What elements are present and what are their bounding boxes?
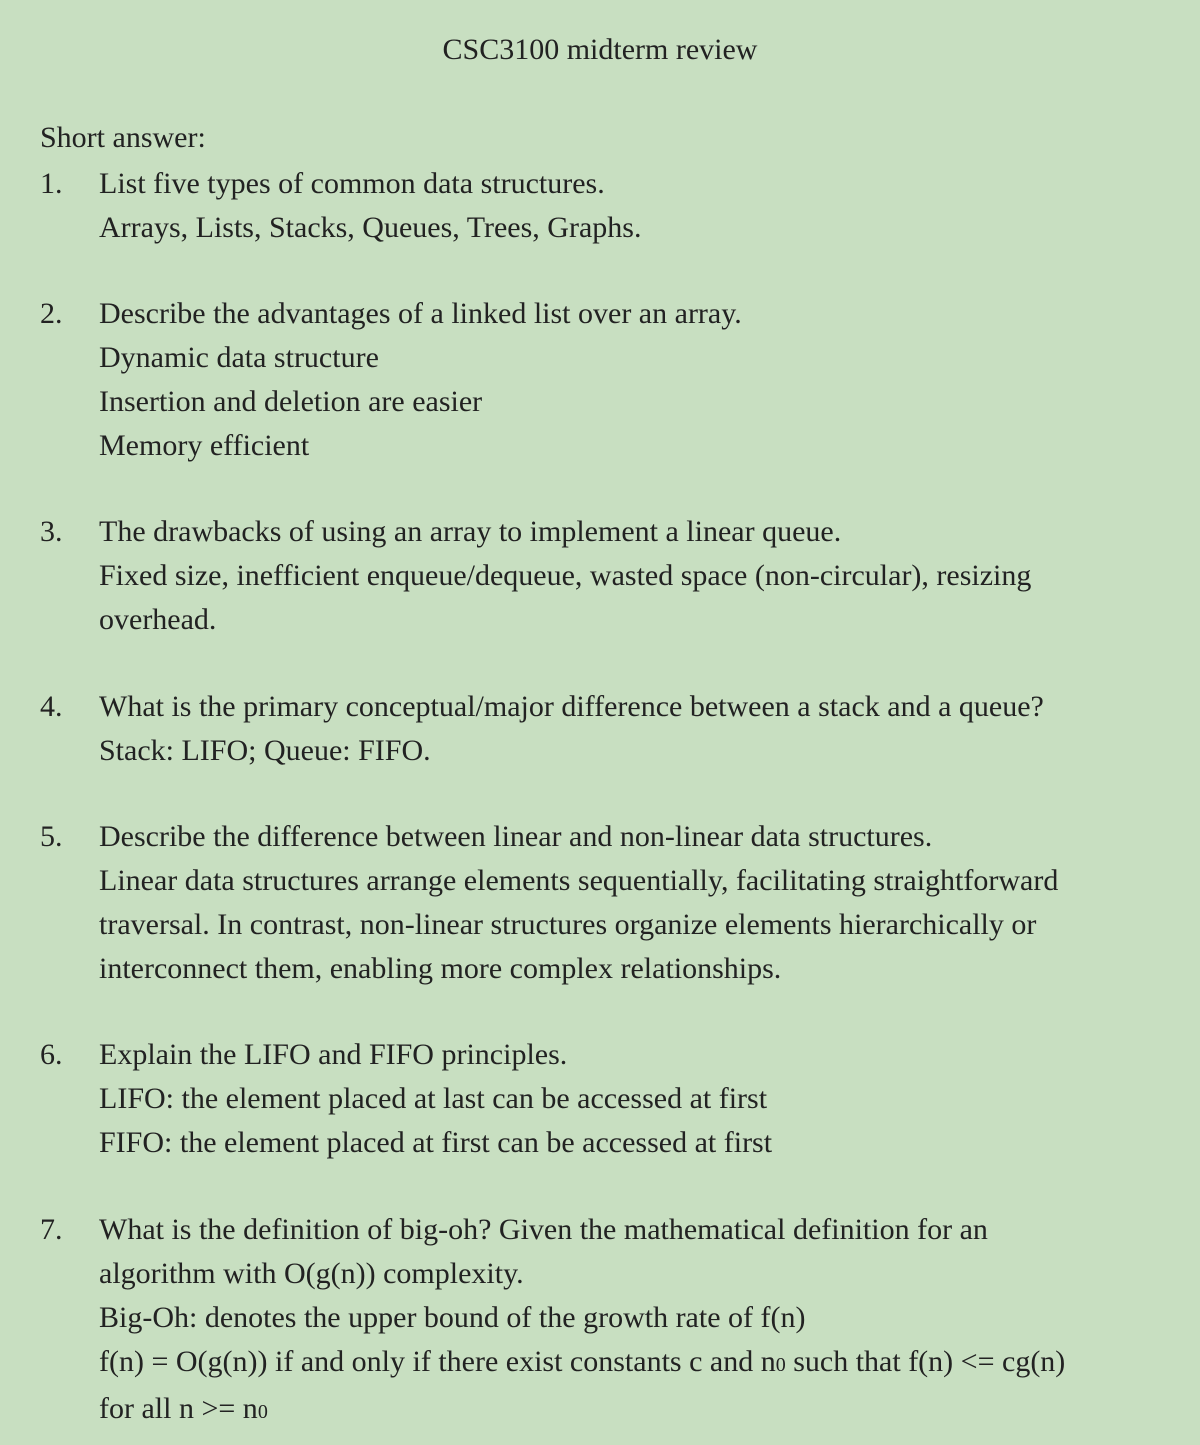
section-label: Short answer: (40, 121, 206, 154)
answer-text: Stack: LIFO; Queue: FIFO. (99, 734, 431, 767)
formula-line (99, 1340, 1189, 1387)
question-text: Explain the LIFO and FIFO principles. (99, 1038, 568, 1071)
question-text: Describe the difference between linear and non-linear data structures. (99, 820, 933, 853)
answer-text: Memory efficient (99, 429, 310, 462)
subscript-zero: 0 (775, 1354, 786, 1376)
question-number: 3. (40, 515, 63, 548)
answer-text: overhead. (99, 603, 217, 636)
answer-text: interconnect them, enabling more complex relationships. (99, 952, 782, 985)
answer-text: Fixed size, inefficient enqueue/dequeue, wasted space (non-circular), resizing (99, 559, 1032, 592)
question-number: 1. (40, 167, 63, 200)
answer-text: FIFO: the element placed at first can be accessed at first (99, 1126, 773, 1159)
question-number: 7. (40, 1213, 63, 1246)
answer-text: traversal. In contrast, non-linear structures organize elements hierarchically or (99, 908, 1037, 941)
question-text: What is the definition of big-oh? Given the mathematical definition for an (99, 1213, 988, 1246)
answer-text: LIFO: the element placed at last can be accessed at first (99, 1082, 768, 1115)
answer-text: Linear data structures arrange elements sequentially, facilitating straightforward (99, 864, 1059, 897)
question-text: The drawbacks of using an array to implement a linear queue. (99, 515, 842, 548)
question-body (99, 685, 1189, 773)
subscript-zero: 0 (257, 1401, 268, 1423)
question-body (99, 1208, 1189, 1434)
formula-text: such that f(n) <= cg(n) (785, 1345, 1066, 1378)
question-text: Describe the advantages of a linked list over an array. (99, 297, 742, 330)
answer-text: Arrays, Lists, Stacks, Queues, Trees, Graphs. (99, 211, 642, 244)
question-number: 6. (40, 1038, 63, 1071)
formula-text: for all n >= n (99, 1392, 258, 1425)
question-body (99, 1033, 1189, 1165)
answer-text: Dynamic data structure (99, 341, 379, 374)
formula-line (99, 1387, 1189, 1434)
question-body (99, 162, 1189, 250)
answer-text: Insertion and deletion are easier (99, 385, 483, 418)
question-body (99, 510, 1189, 642)
question-number: 5. (40, 820, 63, 853)
question-number: 2. (40, 297, 63, 330)
answer-text: Big-Oh: denotes the upper bound of the growth rate of f(n) (99, 1301, 806, 1334)
question-number: 4. (40, 690, 63, 723)
formula-text: f(n) = O(g(n)) if and only if there exist constants c and n (99, 1345, 776, 1378)
document-title: CSC3100 midterm review (442, 33, 758, 66)
question-body (99, 815, 1189, 991)
question-text: List five types of common data structures. (99, 167, 605, 200)
question-text: algorithm with O(g(n)) complexity. (99, 1257, 524, 1290)
question-body (99, 292, 1189, 468)
question-text: What is the primary conceptual/major difference between a stack and a queue? (99, 690, 1044, 723)
